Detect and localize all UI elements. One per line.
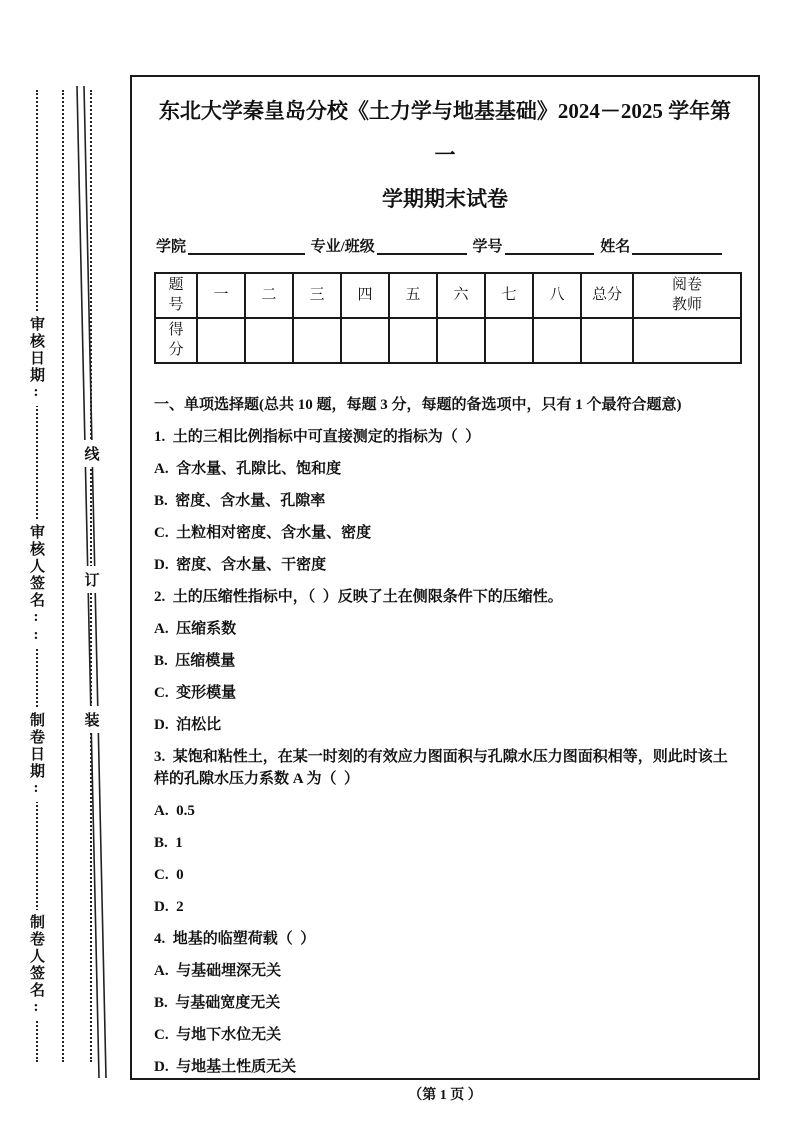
score-cell-empty: [485, 318, 533, 363]
binding-char-xian: 线: [83, 440, 101, 467]
score-row-label-cell: 得分: [155, 318, 197, 363]
question-option: D. 与地基土性质无关: [154, 1059, 297, 1075]
college-blank: [188, 235, 305, 255]
score-table-score-row: [155, 318, 741, 363]
score-cell-empty: [341, 318, 389, 363]
reviewer-signature-label: 审核人签名::: [26, 520, 47, 649]
question-option: A. 含水量、孔隙比、饱和度: [154, 461, 342, 477]
score-cell-empty: [389, 318, 437, 363]
score-header-cell: 三: [293, 273, 341, 318]
question-text: 3. 某饱和粘性土，在某一时刻的有效应力图面积与孔隙水压力图面积相等，则此时该土样的孔隙水压力系数 A 为（ ）: [154, 749, 728, 787]
score-header-cell: 六: [437, 273, 485, 318]
score-header-cell: 阅卷教师: [633, 273, 741, 318]
score-cell-empty: [197, 318, 245, 363]
major-class-label: 专业/班级: [310, 239, 375, 255]
question-4: [154, 928, 736, 1078]
score-header-cell: 八: [533, 273, 581, 318]
score-header-cell: 五: [389, 273, 437, 318]
binding-char-zhuang: 装: [83, 706, 101, 733]
name-blank: [632, 235, 722, 255]
maker-signature-label: 制卷人签名:: [26, 910, 47, 1021]
college-label: 学院: [156, 239, 187, 255]
score-header-cell: 总分: [581, 273, 633, 318]
question-option: D. 2: [154, 899, 184, 915]
name-label: 姓名: [600, 239, 631, 255]
score-cell-empty: [245, 318, 293, 363]
question-option: C. 土粒相对密度、含水量、密度: [154, 525, 372, 541]
student-info-row: [156, 235, 722, 256]
question-option: A. 0.5: [154, 803, 195, 819]
question-option: C. 变形模量: [154, 685, 237, 701]
question-option: B. 压缩模量: [154, 653, 236, 669]
question-option: B. 密度、含水量、孔隙率: [154, 493, 326, 509]
question-text: 2. 土的压缩性指标中，（ ）反映了土在侧限条件下的压缩性。: [154, 589, 563, 605]
question-option: D. 密度、含水量、干密度: [154, 557, 327, 573]
review-date-label: 审核日期:: [26, 312, 47, 406]
paper-title-line1: 东北大学秦皇岛分校《土力学与地基基础》2024－2025 学年第一: [158, 99, 732, 167]
score-cell-empty: [437, 318, 485, 363]
question-1: [154, 426, 736, 576]
question-option: A. 压缩系数: [154, 621, 237, 637]
page-number-footer: （第 1 页 ）: [408, 1088, 482, 1103]
student-id-blank: [505, 235, 595, 255]
score-header-cell: 题号: [155, 273, 197, 318]
binding-char-ding: 订: [83, 566, 101, 593]
question-option: C. 与地下水位无关: [154, 1027, 282, 1043]
major-class-blank: [377, 235, 467, 255]
score-table-header-row: [155, 273, 741, 318]
score-cell-empty: [581, 318, 633, 363]
question-option: C. 0: [154, 867, 184, 883]
question-2: [154, 586, 736, 736]
exam-sheet: [130, 75, 760, 1080]
score-cell-empty: [293, 318, 341, 363]
score-header-cell: 二: [245, 273, 293, 318]
score-cell-empty: [633, 318, 741, 363]
score-header-cell: 七: [485, 273, 533, 318]
section-title: 一、单项选择题(总共 10 题，每题 3 分，每题的备选项中，只有 1 个最符合题意): [154, 397, 682, 413]
paper-title: [154, 89, 736, 221]
question-text: 1. 土的三相比例指标中可直接测定的指标为（ ）: [154, 429, 481, 445]
question-3: [154, 746, 736, 918]
student-id-label: 学号: [472, 239, 503, 255]
question-option: B. 与基础宽度无关: [154, 995, 281, 1011]
maker-date-label: 制卷日期:: [26, 708, 47, 802]
score-table: [154, 272, 742, 364]
question-option: D. 泊松比: [154, 717, 222, 733]
question-option: A. 与基础埋深无关: [154, 963, 282, 979]
score-cell-empty: [533, 318, 581, 363]
score-header-cell: 一: [197, 273, 245, 318]
paper-title-line2: 学期期末试卷: [382, 187, 508, 211]
score-header-cell: 四: [341, 273, 389, 318]
question-option: B. 1: [154, 835, 183, 851]
question-text: 4. 地基的临塑荷载（ ）: [154, 931, 316, 947]
